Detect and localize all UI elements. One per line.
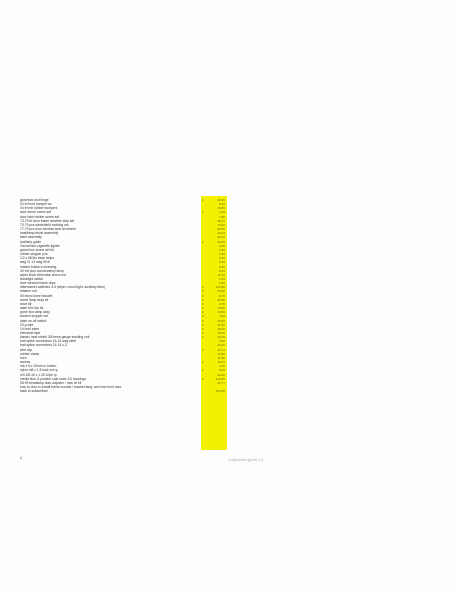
price-value: 8.44: [218, 268, 225, 273]
list-item: dome lamp assy kit: [20, 297, 49, 302]
item-list: [20, 198, 200, 393]
list-item: nylon m8 x 1.5 lock nut rp: [20, 368, 58, 373]
price-value: 15.01: [217, 360, 225, 365]
price-value: 7.98: [218, 214, 225, 219]
price-value: 14.99: [217, 351, 225, 356]
list-item: 73-79 trf door frame weather strip set: [20, 218, 75, 223]
list-item: 77-79 pcs door window seal w/chrome: [20, 227, 77, 232]
price-value: 4.58: [218, 339, 225, 344]
list-item: 04 trf mtr rubber bumpers: [20, 206, 58, 211]
list-item: shoe kit: [20, 301, 32, 306]
price-value: 16.29: [217, 335, 225, 340]
list-item: headlamp bezel assembly: [20, 231, 59, 236]
list-item: door armor screw set: [20, 210, 51, 215]
page-number: 4: [20, 456, 22, 460]
list-item: rubber stopper pcs: [20, 252, 48, 257]
price-value: 9.59: [218, 368, 225, 373]
list-item: electrical tape: [20, 331, 41, 335]
list-item: screws: [20, 360, 31, 365]
list-item: auxiliary guide: [20, 239, 42, 244]
quantity-mark: 2: [202, 210, 204, 215]
quantity-mark: 2: [202, 322, 204, 327]
quantity-mark: 2: [202, 293, 204, 298]
price-value: 3.99: [218, 247, 225, 252]
quantity-mark: 2: [202, 335, 204, 340]
price-value: 79.00: [217, 222, 225, 227]
list-item: door window frame clips: [20, 281, 56, 286]
list-item: rubber clamp: [20, 351, 40, 356]
quantity-mark: 2: [202, 368, 204, 373]
price-value: 4.75: [218, 301, 225, 306]
price-value: 16.99: [217, 318, 225, 323]
price-value: 12.79: [217, 272, 225, 277]
price-value: 16.00: [217, 326, 225, 331]
price-value: 2.49: [218, 276, 225, 281]
list-item: scratch stopper nut: [20, 314, 49, 319]
list-item: horn: [20, 355, 27, 360]
quantity-mark: 2: [202, 297, 204, 302]
price-value: 10.11: [217, 347, 225, 352]
quantity-mark: 2: [202, 318, 204, 323]
price-value: 4.15: [218, 364, 225, 369]
price-value: 3.99: [218, 281, 225, 286]
price-value: 22.60: [217, 343, 225, 348]
price-value: 13.80: [217, 310, 225, 315]
list-item: how to door to install frame moulds / bracket assy. and new front door: [20, 385, 122, 390]
price-value: 15.85: [217, 206, 225, 211]
price-value: 8.33: [218, 202, 225, 207]
price-list: [201, 198, 227, 393]
price-value: 42.03: [217, 231, 225, 236]
price-value: 15.80: [217, 306, 225, 311]
list-item: wag 11 13 mag 5/16: [20, 260, 50, 265]
list-item: wiper knob trim/valve screw nut: [20, 272, 66, 277]
list-item: glovebox and hinge: [20, 198, 49, 202]
list-item: media floor & powder coat used 1/4 housings: [20, 376, 86, 381]
quantity-mark: 2: [202, 326, 204, 331]
quantity-mark: 2: [202, 289, 204, 294]
price-value: 29.95: [217, 198, 225, 202]
price-value: 8.75: [218, 293, 225, 298]
list-item: marine button's screwing: [20, 264, 57, 269]
price-value: 300.95: [215, 389, 225, 394]
list-item: dash on-off switch: [20, 318, 47, 323]
quantity-mark: 2: [202, 285, 204, 290]
list-item: grand box screw set kit: [20, 247, 54, 252]
list-item: 73-79 pcs windshield molding set: [20, 222, 69, 227]
price-value: 139.95: [215, 285, 225, 290]
price-value: 89.95: [217, 227, 225, 232]
list-item: wire clip: [20, 347, 32, 352]
price-value: 10.59: [217, 239, 225, 244]
price-value: 13.59: [217, 289, 225, 294]
price-value: 3.49: [218, 210, 225, 215]
price-value: 21.50: [217, 322, 225, 327]
price-value: 35.45: [217, 297, 225, 302]
price-value: 4.56: [218, 264, 225, 269]
list-item: floodlight switch: [20, 276, 44, 281]
quantity-mark: 2: [202, 347, 204, 352]
list-item: classic heat shrink 3/8 temp gauge sending unit: [20, 335, 90, 340]
price-value: 16.49: [217, 235, 225, 240]
list-item: 1/2 x 68 lbs bean strips: [20, 256, 54, 261]
price-value: 112.95: [215, 376, 225, 381]
price-value: 3.49: [218, 260, 225, 265]
list-item: butt splice connectors 16-14 c-3: [20, 343, 67, 348]
quantity-mark: 2: [202, 360, 204, 365]
price-value: 4.45: [218, 243, 225, 248]
price-value: 38.11: [217, 218, 225, 223]
footer-text: Chipthewriter (jpeval 2.0): [228, 458, 264, 462]
list-item: 06 micro knee bracket: [20, 293, 53, 298]
list-item: 08-99 headlamp door adjuster / new ch kit: [20, 380, 82, 385]
list-item: 40 mil pool conservatory lamp: [20, 268, 64, 273]
quantity-mark: 2: [202, 239, 204, 244]
quantity-mark: 2: [202, 314, 204, 319]
list-item: dash trim trip kit: [20, 306, 44, 311]
list-item: latch assembly: [20, 235, 42, 240]
price-value: 8.49: [218, 256, 225, 261]
list-item: 20 g wire: [20, 322, 34, 327]
list-item: aftermarket switches 3-5 (wiper, mood light, auxiliary fans): [20, 285, 105, 290]
list-item: 2nd sensor cigarette lighter: [20, 243, 60, 248]
list-item: 04 trf front bumper ac: [20, 202, 52, 207]
quantity-mark: 2: [202, 310, 204, 315]
quantity-mark: 2: [202, 376, 204, 381]
price-value: 29.26: [217, 372, 225, 377]
price-value: 4.99: [218, 314, 225, 319]
list-item: retainer nut: [20, 289, 37, 294]
quantity-mark: 2: [202, 331, 204, 335]
price-value: 22.77: [217, 380, 225, 385]
quantity-mark: 2: [202, 306, 204, 311]
price-value: 1.49: [218, 252, 225, 257]
quantity-mark: 2: [202, 301, 204, 306]
list-item: 1/4 end stem: [20, 326, 40, 331]
list-item: door latch striker screw set: [20, 214, 60, 219]
quantity-mark: 2: [202, 198, 204, 202]
list-item: m6 x 5 x 20mm m button: [20, 364, 57, 369]
list-item: glove box lamp assy: [20, 310, 50, 315]
list-item: m3 3/8-16 x 1.25 10pk rp: [20, 372, 57, 377]
price-value: 11.96: [217, 355, 225, 360]
list-item: back to subscribed: [20, 389, 48, 394]
price-value: 15.90: [217, 331, 225, 335]
list-item: butt splice connectors 16-14 awg steel: [20, 339, 77, 344]
